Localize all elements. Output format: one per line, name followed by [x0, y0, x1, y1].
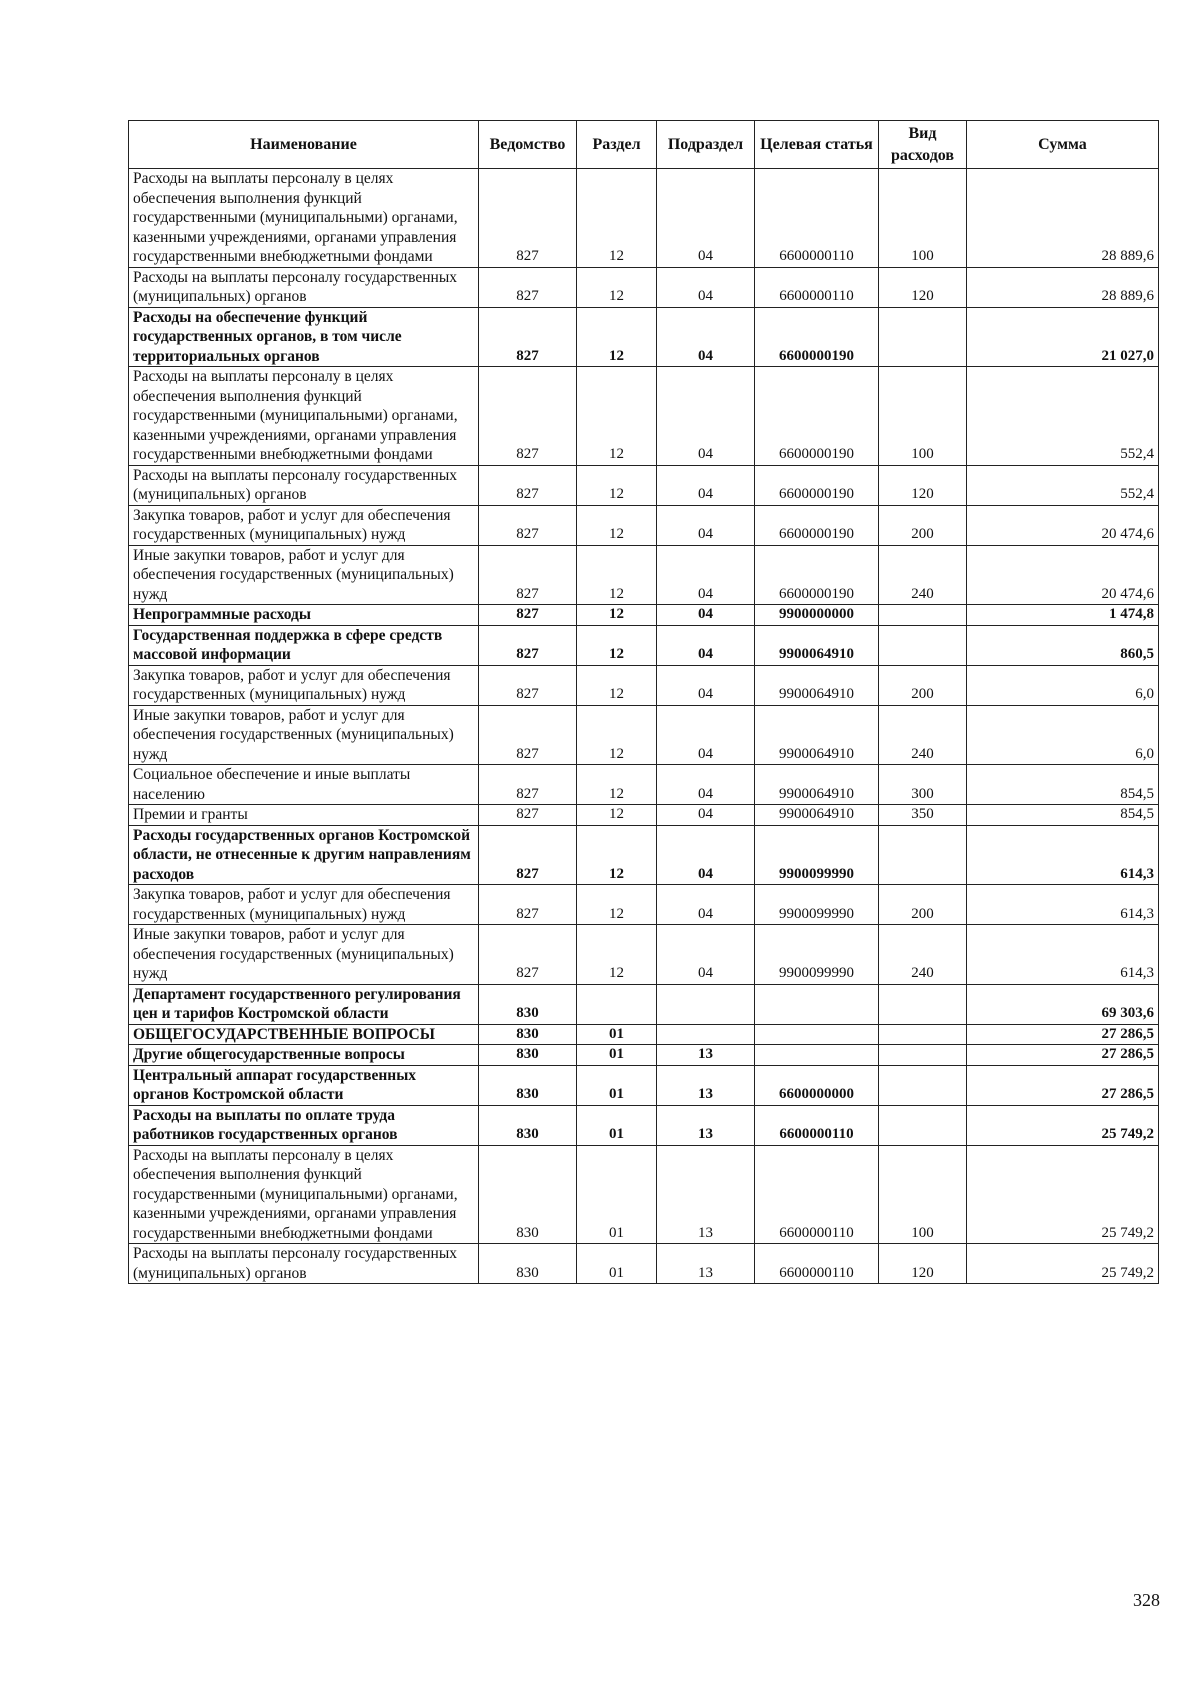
table-row: [129, 625, 1159, 665]
row-subsection: 04: [657, 665, 755, 705]
row-article: 6600000190: [755, 505, 879, 545]
row-article: 6600000110: [755, 1244, 879, 1284]
row-section: 12: [577, 605, 657, 626]
row-section: 12: [577, 465, 657, 505]
table-row: [129, 665, 1159, 705]
row-name: Иные закупки товаров, работ и услуг для обеспечения государственных (муниципальных) нужд: [129, 545, 479, 605]
row-type: [879, 605, 967, 626]
row-name: Департамент государственного регулирования цен и тарифов Костромской области: [129, 984, 479, 1024]
row-type: 300: [879, 765, 967, 805]
row-section: 12: [577, 665, 657, 705]
row-dept: 830: [479, 1244, 577, 1284]
row-subsection: 04: [657, 825, 755, 885]
row-type: [879, 825, 967, 885]
row-dept: 827: [479, 367, 577, 466]
row-article: 6600000110: [755, 169, 879, 268]
row-name: Непрограммные расходы: [129, 605, 479, 626]
row-article: 9900099990: [755, 885, 879, 925]
row-section: 01: [577, 1024, 657, 1045]
row-subsection: 04: [657, 465, 755, 505]
row-dept: 827: [479, 267, 577, 307]
row-section: 01: [577, 1045, 657, 1066]
row-sum: 27 286,5: [967, 1065, 1159, 1105]
row-dept: 827: [479, 625, 577, 665]
row-section: 12: [577, 625, 657, 665]
row-type: [879, 307, 967, 367]
table-row: [129, 465, 1159, 505]
row-name: Расходы на выплаты по оплате труда работников государственных органов: [129, 1105, 479, 1145]
row-type: 120: [879, 465, 967, 505]
header-type: Вид расходов: [879, 121, 967, 169]
row-section: 12: [577, 505, 657, 545]
row-name: Центральный аппарат государственных органов Костромской области: [129, 1065, 479, 1105]
row-sum: 552,4: [967, 367, 1159, 466]
row-name: Другие общегосударственные вопросы: [129, 1045, 479, 1066]
row-dept: 827: [479, 505, 577, 545]
row-sum: 25 749,2: [967, 1105, 1159, 1145]
table-row: [129, 367, 1159, 466]
table-row: [129, 805, 1159, 826]
row-type: [879, 1065, 967, 1105]
table-row: [129, 505, 1159, 545]
row-dept: 827: [479, 705, 577, 765]
table-row: [129, 885, 1159, 925]
table-row: [129, 825, 1159, 885]
row-subsection: 04: [657, 367, 755, 466]
row-dept: 830: [479, 1045, 577, 1066]
row-type: 200: [879, 505, 967, 545]
row-type: 240: [879, 545, 967, 605]
row-section: 12: [577, 367, 657, 466]
row-dept: 830: [479, 1024, 577, 1045]
row-section: [577, 984, 657, 1024]
row-article: 6600000000: [755, 1065, 879, 1105]
row-subsection: [657, 984, 755, 1024]
row-type: 350: [879, 805, 967, 826]
table-row: [129, 1045, 1159, 1066]
row-type: 240: [879, 925, 967, 985]
row-article: 6600000110: [755, 1145, 879, 1244]
row-name: Иные закупки товаров, работ и услуг для обеспечения государственных (муниципальных) нужд: [129, 925, 479, 985]
row-subsection: 04: [657, 925, 755, 985]
row-name: Закупка товаров, работ и услуг для обеспечения государственных (муниципальных) нужд: [129, 665, 479, 705]
row-sum: 28 889,6: [967, 169, 1159, 268]
row-name: Премии и гранты: [129, 805, 479, 826]
row-type: 100: [879, 1145, 967, 1244]
row-section: 12: [577, 705, 657, 765]
row-article: 6600000190: [755, 545, 879, 605]
row-section: 12: [577, 169, 657, 268]
row-sum: 69 303,6: [967, 984, 1159, 1024]
row-subsection: 04: [657, 625, 755, 665]
table-row: [129, 169, 1159, 268]
row-section: 12: [577, 805, 657, 826]
table-row: [129, 605, 1159, 626]
row-dept: 830: [479, 1105, 577, 1145]
row-type: 240: [879, 705, 967, 765]
row-dept: 827: [479, 765, 577, 805]
header-dept: Ведомство: [479, 121, 577, 169]
row-subsection: 04: [657, 545, 755, 605]
row-sum: 25 749,2: [967, 1244, 1159, 1284]
row-article: 9900000000: [755, 605, 879, 626]
row-sum: 854,5: [967, 805, 1159, 826]
row-dept: 827: [479, 307, 577, 367]
row-subsection: 13: [657, 1105, 755, 1145]
row-sum: 860,5: [967, 625, 1159, 665]
row-dept: 827: [479, 805, 577, 826]
row-dept: 827: [479, 825, 577, 885]
table-row: [129, 1024, 1159, 1045]
row-name: Расходы на выплаты персоналу государственных (муниципальных) органов: [129, 1244, 479, 1284]
row-article: 6600000190: [755, 465, 879, 505]
table-row: [129, 307, 1159, 367]
row-subsection: 04: [657, 705, 755, 765]
table-row: [129, 984, 1159, 1024]
row-name: Расходы на выплаты персоналу государственных (муниципальных) органов: [129, 267, 479, 307]
row-type: 200: [879, 885, 967, 925]
row-section: 01: [577, 1145, 657, 1244]
header-subsection: Подраздел: [657, 121, 755, 169]
header-section: Раздел: [577, 121, 657, 169]
table-body: [129, 169, 1159, 1284]
row-section: 01: [577, 1105, 657, 1145]
row-subsection: 13: [657, 1244, 755, 1284]
row-article: 9900064910: [755, 805, 879, 826]
header-sum: Сумма: [967, 121, 1159, 169]
table-row: [129, 705, 1159, 765]
row-name: Расходы на выплаты персоналу в целях обеспечения выполнения функций государственными (муниципальными) органами, казенными учреждениями, органами управления государственными внебюджетными фондами: [129, 367, 479, 466]
row-dept: 827: [479, 605, 577, 626]
row-subsection: 04: [657, 765, 755, 805]
row-sum: 6,0: [967, 705, 1159, 765]
row-sum: 614,3: [967, 825, 1159, 885]
row-type: [879, 984, 967, 1024]
row-type: 100: [879, 367, 967, 466]
row-sum: 1 474,8: [967, 605, 1159, 626]
row-dept: 830: [479, 1145, 577, 1244]
table-row: [129, 1145, 1159, 1244]
row-dept: 827: [479, 885, 577, 925]
header-name: Наименование: [129, 121, 479, 169]
row-subsection: 04: [657, 885, 755, 925]
row-dept: 830: [479, 1065, 577, 1105]
row-section: 12: [577, 545, 657, 605]
row-article: 6600000110: [755, 267, 879, 307]
row-article: 9900064910: [755, 705, 879, 765]
row-sum: 28 889,6: [967, 267, 1159, 307]
row-sum: 25 749,2: [967, 1145, 1159, 1244]
table-row: [129, 1065, 1159, 1105]
row-name: Государственная поддержка в сфере средств массовой информации: [129, 625, 479, 665]
row-article: 6600000190: [755, 367, 879, 466]
row-section: 12: [577, 925, 657, 985]
row-type: [879, 1024, 967, 1045]
header-article: Целевая статья: [755, 121, 879, 169]
row-dept: 827: [479, 169, 577, 268]
row-name: Социальное обеспечение и иные выплаты населению: [129, 765, 479, 805]
row-sum: 6,0: [967, 665, 1159, 705]
row-section: 01: [577, 1065, 657, 1105]
row-section: 12: [577, 885, 657, 925]
row-section: 12: [577, 825, 657, 885]
row-subsection: 04: [657, 307, 755, 367]
row-subsection: 13: [657, 1065, 755, 1105]
row-sum: 20 474,6: [967, 505, 1159, 545]
row-article: 9900099990: [755, 825, 879, 885]
row-subsection: [657, 1024, 755, 1045]
row-name: Расходы государственных органов Костромской области, не отнесенные к другим направлениям расходов: [129, 825, 479, 885]
row-type: [879, 625, 967, 665]
row-subsection: 04: [657, 605, 755, 626]
table-row: [129, 1244, 1159, 1284]
table-row: [129, 1105, 1159, 1145]
row-sum: 21 027,0: [967, 307, 1159, 367]
row-sum: 20 474,6: [967, 545, 1159, 605]
table-row: [129, 545, 1159, 605]
row-subsection: 04: [657, 505, 755, 545]
row-name: Расходы на выплаты персоналу в целях обеспечения выполнения функций государственными (муниципальными) органами, казенными учреждениями, органами управления государственными внебюджетными фондами: [129, 169, 479, 268]
row-sum: 614,3: [967, 885, 1159, 925]
row-subsection: 13: [657, 1145, 755, 1244]
row-dept: 827: [479, 545, 577, 605]
row-sum: 552,4: [967, 465, 1159, 505]
row-type: [879, 1045, 967, 1066]
row-dept: 827: [479, 665, 577, 705]
row-article: [755, 1024, 879, 1045]
row-subsection: 04: [657, 267, 755, 307]
row-section: 12: [577, 307, 657, 367]
row-subsection: 04: [657, 169, 755, 268]
table-row: [129, 267, 1159, 307]
row-sum: 27 286,5: [967, 1045, 1159, 1066]
row-sum: 27 286,5: [967, 1024, 1159, 1045]
row-name: Расходы на обеспечение функций государственных органов, в том числе территориальных органов: [129, 307, 479, 367]
row-name: Закупка товаров, работ и услуг для обеспечения государственных (муниципальных) нужд: [129, 505, 479, 545]
row-subsection: 04: [657, 805, 755, 826]
row-article: [755, 1045, 879, 1066]
row-section: 01: [577, 1244, 657, 1284]
row-type: 200: [879, 665, 967, 705]
table-row: [129, 925, 1159, 985]
row-name: Иные закупки товаров, работ и услуг для обеспечения государственных (муниципальных) нужд: [129, 705, 479, 765]
row-type: 100: [879, 169, 967, 268]
row-article: [755, 984, 879, 1024]
row-section: 12: [577, 765, 657, 805]
row-dept: 827: [479, 925, 577, 985]
row-sum: 614,3: [967, 925, 1159, 985]
row-article: 9900064910: [755, 665, 879, 705]
row-article: 9900099990: [755, 925, 879, 985]
table-row: [129, 765, 1159, 805]
row-section: 12: [577, 267, 657, 307]
row-subsection: 13: [657, 1045, 755, 1066]
row-name: Закупка товаров, работ и услуг для обеспечения государственных (муниципальных) нужд: [129, 885, 479, 925]
row-name: Расходы на выплаты персоналу государственных (муниципальных) органов: [129, 465, 479, 505]
row-article: 6600000110: [755, 1105, 879, 1145]
row-sum: 854,5: [967, 765, 1159, 805]
page-number: 328: [1133, 1590, 1160, 1610]
row-name: Расходы на выплаты персоналу в целях обеспечения выполнения функций государственными (муниципальными) органами, казенными учреждениями, органами управления государственными внебюджетными фондами: [129, 1145, 479, 1244]
row-type: 120: [879, 1244, 967, 1284]
row-article: 9900064910: [755, 625, 879, 665]
row-type: 120: [879, 267, 967, 307]
header-row: [129, 121, 1159, 169]
row-name: ОБЩЕГОСУДАРСТВЕННЫЕ ВОПРОСЫ: [129, 1024, 479, 1045]
row-dept: 827: [479, 465, 577, 505]
budget-table: [128, 120, 1159, 1284]
row-type: [879, 1105, 967, 1145]
row-article: 6600000190: [755, 307, 879, 367]
row-dept: 830: [479, 984, 577, 1024]
row-article: 9900064910: [755, 765, 879, 805]
